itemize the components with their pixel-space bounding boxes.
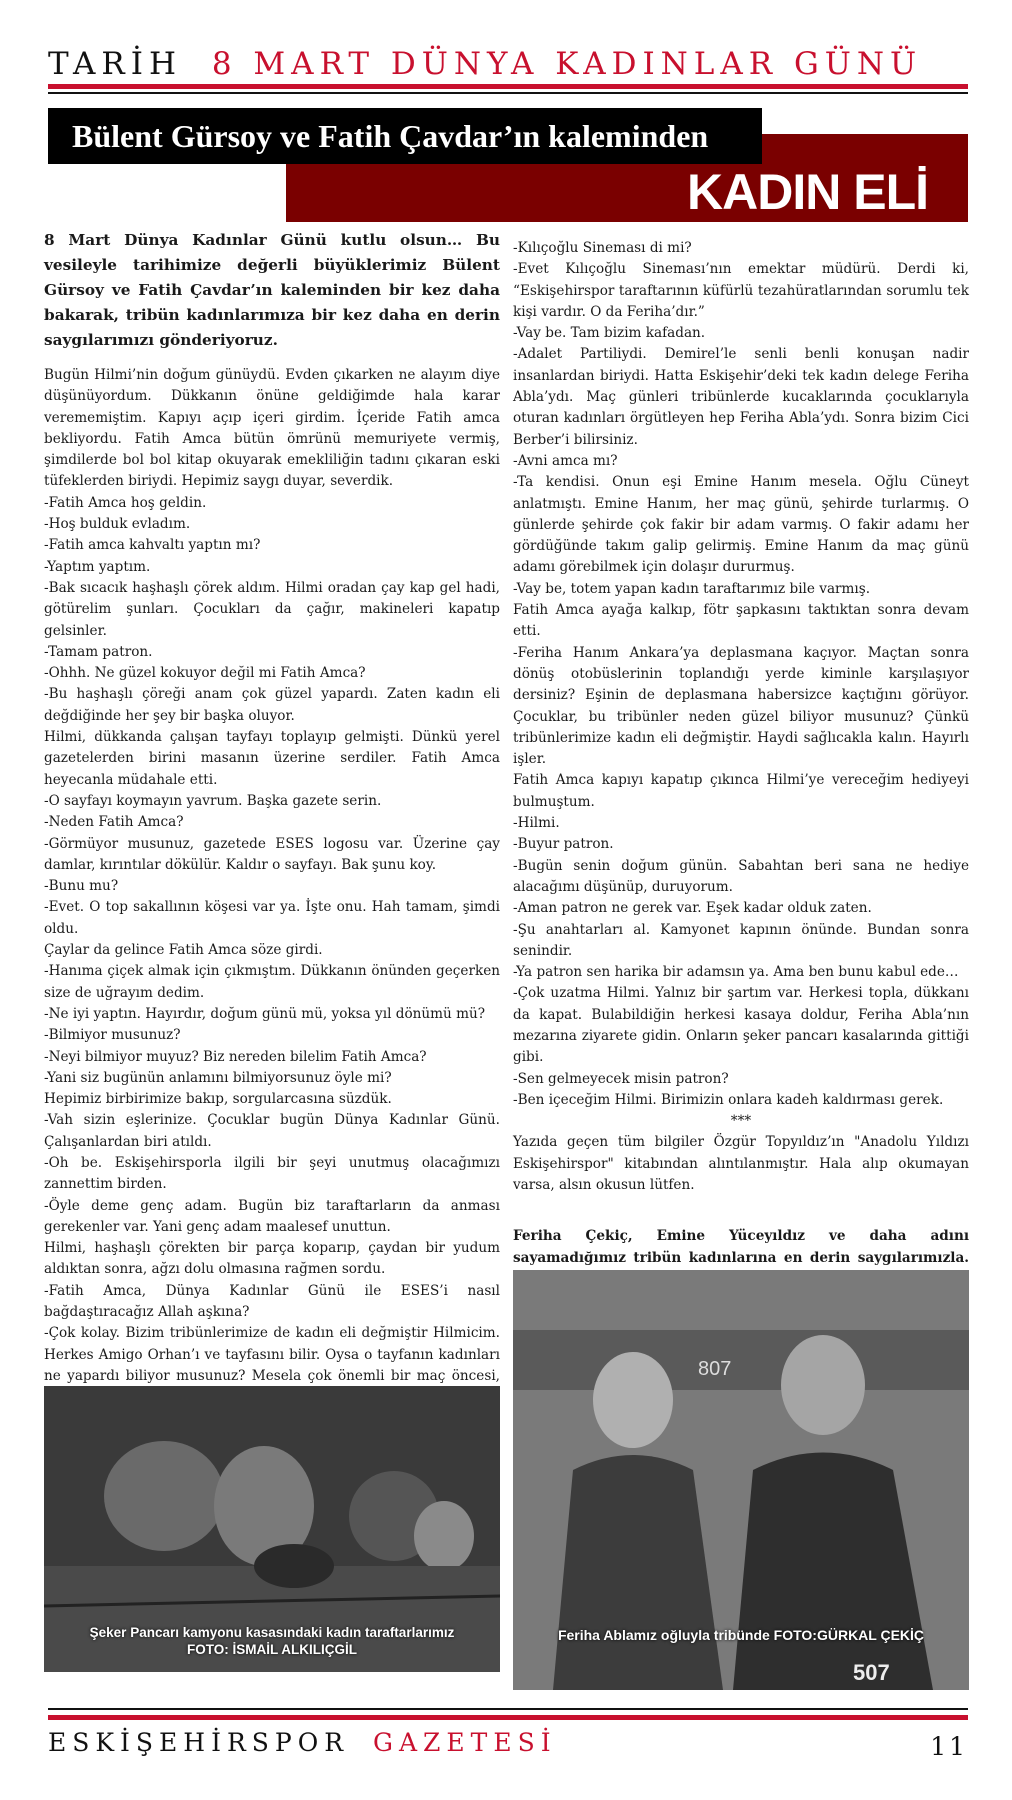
photo-women-fans-truck <box>44 1386 500 1672</box>
bg-number-top: 807 <box>698 1358 732 1380</box>
left-paragraph: -Evet. O top sakallının köşesi var ya. İşte onu. Hah tamam, şimdi oldu. <box>44 899 500 937</box>
photo1-caption-line1: Şeker Pancarı kamyonu kasasındaki kadın taraftarlarımız <box>89 1625 455 1640</box>
left-paragraph: -Hanıma çiçek almak için çıkmıştım. Dükkanın önünden geçerken size de uğrayım dedim. <box>44 963 500 1001</box>
right-paragraph: -Bugün senin doğum günün. Sabahtan beri sana ne hediye alacağımı düşünüp, duruyorum. <box>513 857 969 895</box>
left-paragraph: -Neyi bilmiyor muyuz? Biz nereden bilelim Fatih Amca? <box>44 1048 427 1065</box>
left-paragraph: -Vah sizin eşlerinize. Çocuklar bugün Dünya Kadınlar Günü. Çalışanlardan biri atıldı. <box>44 1112 500 1150</box>
page-footer <box>48 1728 557 1757</box>
left-paragraph: Çaylar da gelince Fatih Amca söze girdi. <box>44 942 323 959</box>
closing-tribute: Feriha Çekiç, Emine Yüceyıldız ve daha adını sayamadığımız tribün kadınlarına en derin saygılarımızla. <box>513 1228 969 1266</box>
right-paragraph: -Aman patron ne gerek var. Eşek kadar olduk zaten. <box>513 900 872 917</box>
right-paragraph: -Kılıçoğlu Sineması di mi? <box>513 240 692 256</box>
footer-publication-suffix: GAZETESİ <box>373 1728 557 1757</box>
left-paragraph: -Fatih Amca hoş geldin. <box>44 494 207 511</box>
left-paragraph: -O sayfayı koymayın yavrum. Başka gazete serin. <box>44 792 382 809</box>
article-column-right <box>513 238 969 1312</box>
right-paragraph: -Hilmi. <box>513 815 560 832</box>
left-paragraph: -Neden Fatih Amca? <box>44 814 184 831</box>
right-paragraph: -Feriha Hanım Ankara’ya deplasmana kaçıyor. Maçtan sonra dönüş otobüslerinin toplandığı yerde kiminle karşılaşıyor dersiniz? Eşinin de deplasmana habersizce kaçtığını görüyor. Çocuklar, bu tribünler neden güzel biliyor musunuz? Çünkü tribünlerimize kadın eli değmiştir. Haydi sağlıcakla kalın. Hayırlı işler. <box>513 644 969 768</box>
photo1-caption-credit: FOTO: İSMAİL ALKILIÇGİL <box>187 1642 357 1657</box>
right-paragraph: Fatih Amca ayağa kalkıp, fötr şapkasını taktıktan sonra devam etti. <box>513 602 969 640</box>
photo1-caption <box>44 1624 500 1658</box>
article-headline: KADIN ELİ <box>687 164 928 220</box>
right-paragraph: -Ben içeceğim Hilmi. Birimizin onlara kadeh kaldırması gerek. <box>513 1091 944 1108</box>
left-paragraph: -Fatih amca kahvaltı yaptın mı? <box>44 537 261 554</box>
photo2-caption: Feriha Ablamız oğluyla tribünde FOTO:GÜRKAL ÇEKİÇ <box>557 1627 925 1643</box>
left-paragraph: Hilmi, dükkanda çalışan tayfayı toplayıp gelmişti. Dünkü yerel gazetelerden birini masanın üzerine serdiler. Fatih Amca heyecanla müdahale etti. <box>44 729 500 788</box>
right-paragraph: -Şu anahtarları al. Kamyonet kapının önünde. Bundan sonra senindir. <box>513 921 969 959</box>
article-lead: 8 Mart Dünya Kadınlar Günü kutlu olsun… Bu vesileyle tarihimize değerli büyüklerimiz Bülent Gürsoy ve Fatih Çavdar’ın kaleminden bir kez daha bakarak, tribün kadınlarımıza bir kez daha en derin saygılarımızı gönderiyoruz. <box>44 231 500 349</box>
right-paragraph: -Sen gelmeyecek misin patron? <box>513 1070 729 1087</box>
section-label: TARİH <box>48 46 182 82</box>
header-rule-red <box>48 84 968 89</box>
left-paragraph: -Fatih Amca, Dünya Kadınlar Günü ile ESES’i nasıl bağdaştıracağız Allah aşkına? <box>44 1282 500 1321</box>
right-paragraphs <box>513 238 969 1111</box>
footer-rule-red <box>48 1715 968 1720</box>
left-paragraph: -Görmüyor musunuz, gazetede ESES logosu var. Üzerine çay damlar, kırıntılar dökülür. Kaldır o sayfayı. Bak şunu koy. <box>44 835 500 873</box>
left-paragraph: -Bunu mu? <box>44 878 119 895</box>
right-paragraph: -Evet Kılıçoğlu Sineması’nın emektar müdürü. Derdi ki, “Eskişehirspor taraftarının küfürlü tezahüratlarından sorumlu tek kişi vardır. O da Feriha’dır.” <box>513 261 969 320</box>
left-paragraph: -Öyle deme genç adam. Bugün biz taraftarların da anması gerekenler var. Yani genç adam maalesef unuttun. <box>44 1197 500 1235</box>
section-title: 8 MART DÜNYA KADINLAR GÜNÜ <box>211 46 923 82</box>
page-number: 11 <box>930 1732 968 1761</box>
right-paragraph: -Vay be, totem yapan kadın taraftarımız bile varmış. <box>513 580 871 597</box>
footer-publication: ESKİŞEHİRSPOR <box>48 1728 350 1757</box>
left-paragraph: -Çok kolay. Bizim tribünlerimize de kadın eli değmiştir Hilmicim. Herkes Amigo Orhan’ı ve tayfasını bilir. Oysa o tayfanın kadınları ne yapardı biliyor musunuz? Mesela çok önemli bir maç öncesi, <box>44 1325 500 1384</box>
left-paragraph: -Bak sıcacık haşhaşlı çörek aldım. Hilmi oradan çay kap gel hadi, götürelim şunları. Çocukları da çağır, makineleri kapatıp gelsinler. <box>44 579 500 639</box>
left-paragraph: -Yaptım yaptım. <box>44 558 151 575</box>
right-paragraph: -Vay be. Tam bizim kafadan. <box>513 325 706 342</box>
left-paragraph: -Bu haşhaşlı çöreği anam çok güzel yapardı. Zaten kadın eli değdiğinde her şey bir başka oluyor. <box>44 686 500 724</box>
header-rule-black <box>48 92 968 94</box>
right-paragraph: -Buyur patron. <box>513 836 614 853</box>
byline-banner: Bülent Gürsoy ve Fatih Çavdar’ın kaleminden <box>48 108 762 164</box>
right-paragraph: Fatih Amca kapıyı kapatıp çıkınca Hilmi’ye vereceğim hediyeyi bulmuştum. <box>513 772 969 810</box>
page-header <box>48 46 922 82</box>
bg-number-bottom: 507 <box>853 1660 890 1685</box>
separator-stars: *** <box>730 1113 752 1130</box>
left-paragraph: Hepimiz birbirimize bakıp, sorgularcasına süzdük. <box>44 1091 392 1108</box>
left-paragraph: Bugün Hilmi’nin doğum günüydü. Evden çıkarken ne alayım diye düşünüyordum. Dükkanın önüne geldiğimde hala karar verememiştim. Kapıyı açıp içeri girdim. İçeride Fatih amca bekliyordu. Fatih Amca bütün ömrünü memuriyete vermiş, şimdilerde bol bol kitap okuyarak emekliliğin tadını çıkaran eski tüfeklerden biriydi. Hepimiz saygı duyar, severdik. <box>44 367 500 490</box>
footer-rule-black <box>48 1708 968 1710</box>
left-paragraph: -Bilmiyor musunuz? <box>44 1027 181 1044</box>
right-paragraph: -Adalet Partiliydi. Demirel’le senli benli konuşan nadir insanlardan biriydi. Hatta Eskişehir’deki tek kadın delege Feriha Abla’ydı. Maç günleri tribünlerde kucaklarında çocuklarıyla oturan kadınları örgütleyen hep Feriha Abla’ydı. Sonra bizim Cici Berber’i bilirsiniz. <box>513 346 969 448</box>
right-paragraph: -Ta kendisi. Onun eşi Emine Hanım mesela. Oğlu Cüneyt anlatmıştı. Emine Hanım, her maç günü, şehirde turlarmış. O günlerde şehirde çok fakir bir adam varmış. O fakir adamı her gördüğünde takım galip gelirmiş. Emine Hanım da maç günü adamı görebilmek için dolaşır dururmuş. <box>513 474 969 576</box>
left-paragraph: -Ne iyi yaptın. Hayırdır, doğum günü mü, yoksa yıl dönümü mü? <box>44 1005 486 1022</box>
left-paragraphs <box>44 365 500 1494</box>
right-paragraph: -Ya patron sen harika bir adamsın ya. Ama ben bunu kabul ede… <box>513 964 959 981</box>
left-paragraph: -Oh be. Eskişehirsporla ilgili bir şeyi unutmuş olacağımızı zannettim birden. <box>44 1154 500 1193</box>
right-paragraph: -Avni amca mı? <box>513 452 618 469</box>
photo-feriha-and-son <box>513 1270 969 1690</box>
left-paragraph: -Ohhh. Ne güzel kokuyor değil mi Fatih Amca? <box>44 665 366 682</box>
left-paragraph: Hilmi, haşhaşlı çörekten bir parça koparıp, çaydan bir yudum aldıktan sonra, ağzı dolu olmasına rağmen sordu. <box>44 1240 500 1278</box>
left-paragraph: -Yani siz bugünün anlamını bilmiyorsunuz öyle mi? <box>44 1069 392 1086</box>
source-note: Yazıda geçen tüm bilgiler Özgür Topyıldız’ın "Anadolu Yıldızı Eskişehirspor" kitabından alıntılanmıştır. Hala alıp okumayan varsa, alsın okusun lütfen. <box>513 1134 969 1194</box>
left-paragraph: -Hoş bulduk evladım. <box>44 516 191 533</box>
left-paragraph: -Tamam patron. <box>44 643 153 660</box>
right-paragraph: -Çok uzatma Hilmi. Yalnız bir şartım var. Herkesi topla, dükkanı da kapat. Bulabildiğin herkesi kasaya doldur, Feriha Abla’nın mezarına ziyarete gidin. Onların şeker pancarı kasalarında gittiği gibi. <box>513 985 969 1066</box>
article-column-left <box>44 228 500 1494</box>
